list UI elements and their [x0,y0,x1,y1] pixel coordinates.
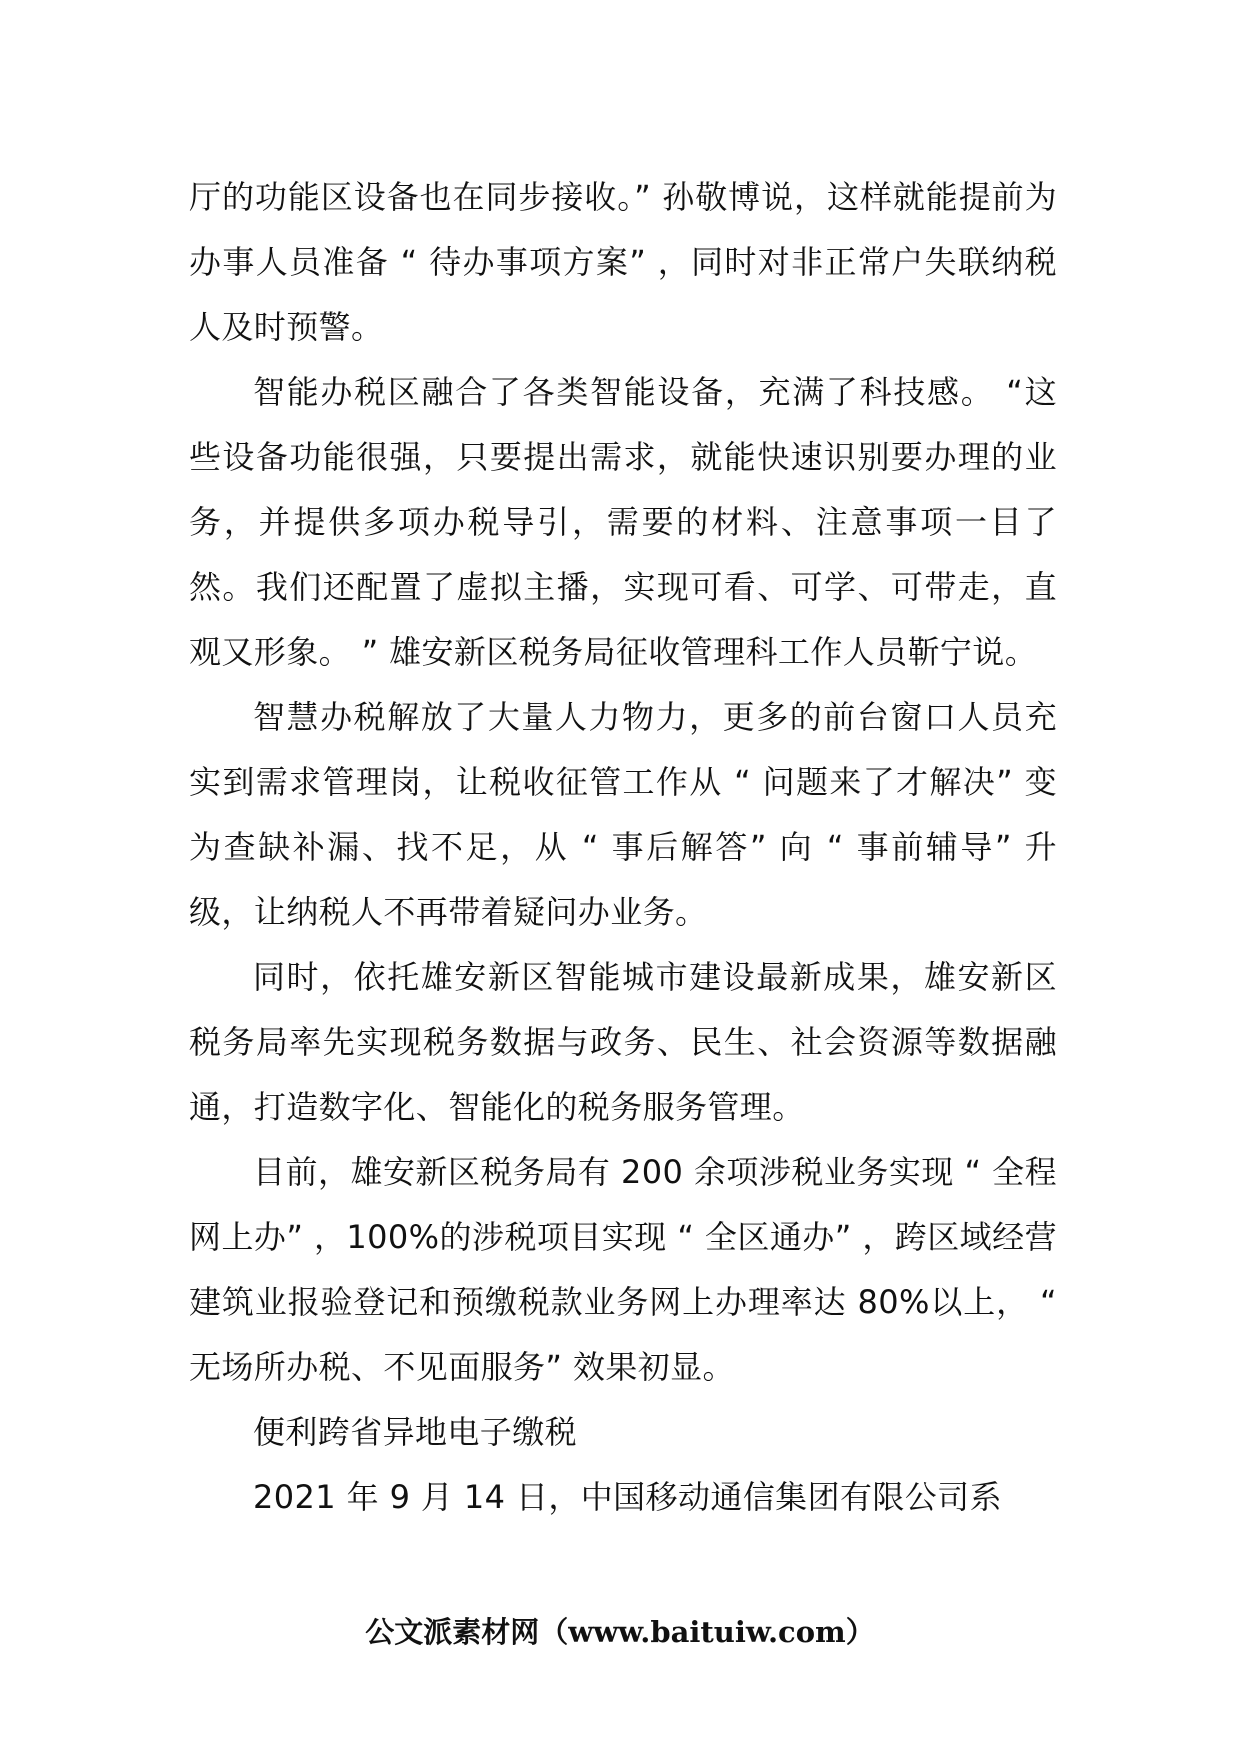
section-heading: 便利跨省异地电子缴税 [253,1413,578,1451]
footer-watermark: 公文派素材网（www.baituiw.com） [365,1615,875,1649]
paragraph-smart-tax-area: 智能办税区融合了各类智能设备，充满了科技感。 “这些设备功能很强，只要提出需求，就能快速识别要办理的业务，并提供多项办税导引，需要的材料、注意事项一目了然。我们还配置了虚拟主播，实现可看、可学、可带走，直观又形象。 ” 雄安新区税务局征收管理科工作人员靳宁说。 [189,373,1057,671]
paragraph-date-start: 2021 年 9 月 14 日，中国移动通信集团有限公司系 [253,1478,1002,1516]
paragraph-continued: 厅的功能区设备也在同步接收。” 孙敬博说，这样就能提前为办事人员准备 “ 待办事项方案” ，同时对非正常户失联纳税人及时预警。 [189,178,1057,346]
paragraph-online-services: 目前，雄安新区税务局有 200 余项涉税业务实现 “ 全程网上办” ，100%的涉税项目实现 “ 全区通办” ，跨区域经营建筑业报验登记和预缴税款业务网上办理率达 80%以上， “ 无场所办税、不见面服务” 效果初显。 [189,1153,1057,1386]
paragraph-smart-tax-benefits: 智慧办税解放了大量人力物力，更多的前台窗口人员充实到需求管理岗，让税收征管工作从 “ 问题来了才解决” 变为查缺补漏、找不足，从 “ 事后解答” 向 “ 事前辅导” 升级，让纳税人不再带着疑问办业务。 [189,698,1057,931]
article-body [189,165,1057,1530]
paragraph-data-integration: 同时，依托雄安新区智能城市建设最新成果，雄安新区税务局率先实现税务数据与政务、民生、社会资源等数据融通，打造数字化、智能化的税务服务管理。 [189,958,1057,1126]
